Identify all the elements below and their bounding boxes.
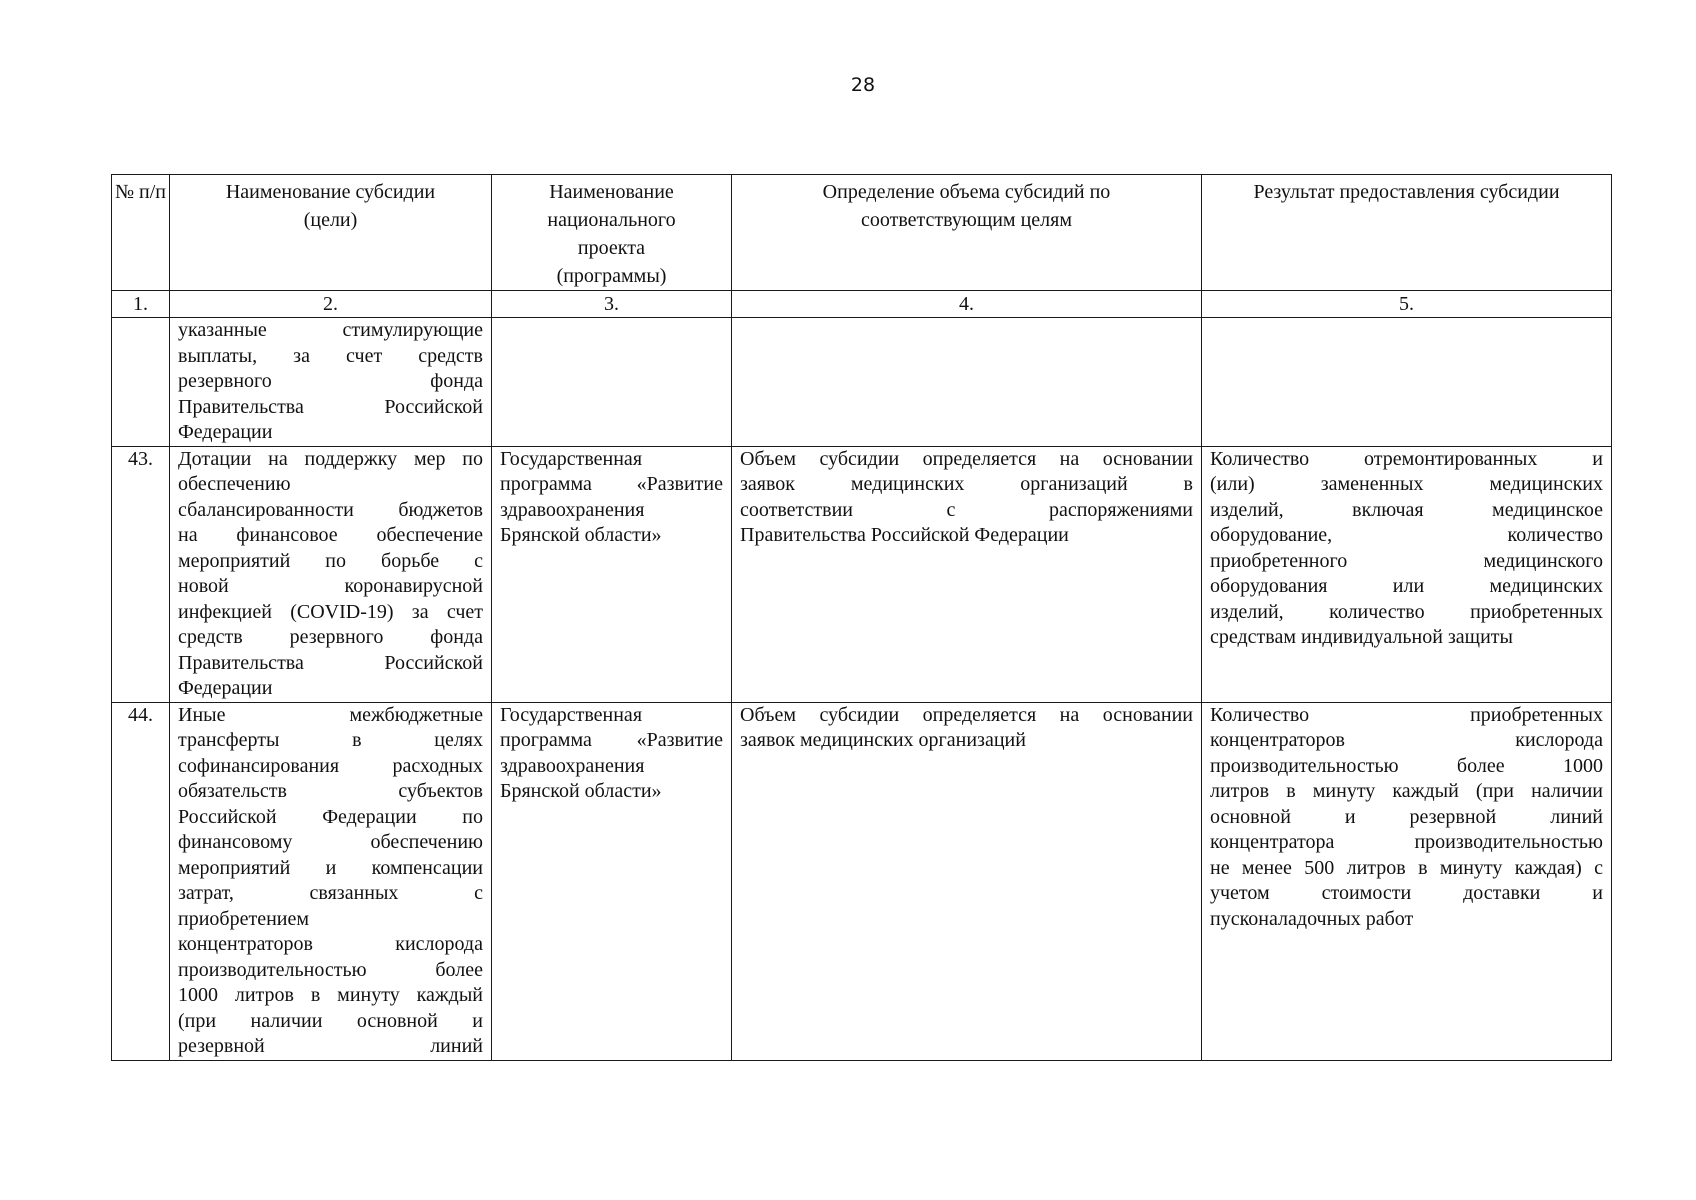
subsidy-name-cell <box>170 318 492 447</box>
text-line: изделий, включая медицинское <box>1210 498 1603 521</box>
result-cell <box>1202 702 1612 1060</box>
table-row <box>112 318 1612 447</box>
volume-cell <box>732 318 1202 447</box>
table-header-row <box>112 175 1612 291</box>
column-number: 4. <box>732 291 1202 318</box>
text-line: Брянской области» <box>500 780 662 802</box>
header-subsidy-name: Наименование субсидии (цели) <box>170 175 492 291</box>
text-line: (или) замененных медицинских <box>1210 473 1603 495</box>
text-line: производительностью более <box>178 958 483 981</box>
text-line: средств резервного фонда <box>178 626 483 648</box>
text-line: приобретением <box>178 907 310 930</box>
text-line: инфекцией (COVID-19) за счет <box>178 600 483 623</box>
program-cell <box>492 702 732 1060</box>
header-number: № п/п <box>112 175 170 291</box>
row-number: 44. <box>112 702 170 1060</box>
column-number-row <box>112 291 1612 318</box>
text-line: программа «Развитие <box>500 729 723 751</box>
text-line: Государственная <box>500 447 643 470</box>
text-line: заявок медицинских организаций в <box>740 473 1193 495</box>
text-line: Российской Федерации по <box>178 805 483 828</box>
text-line: заявок медицинских организаций <box>740 729 1026 751</box>
text-line: затрат, связанных с <box>178 882 483 904</box>
text-line: пусконаладочных работ <box>1210 907 1414 930</box>
text-line: Брянской области» <box>500 524 662 546</box>
subsidy-table <box>111 174 1612 1061</box>
text-line: Правительства Российской <box>178 395 483 418</box>
text-line: трансферты в целях <box>178 729 483 751</box>
text-line: (при наличии основной и <box>178 1009 483 1032</box>
row-number <box>112 318 170 447</box>
column-number: 1. <box>112 291 170 318</box>
text-line: Иные межбюджетные <box>178 703 483 726</box>
text-line: Правительства Российской <box>178 651 483 674</box>
text-line: на финансовое обеспечение <box>178 524 483 546</box>
text-line: концентраторов кислорода <box>1210 729 1603 751</box>
text-line: Объем субсидии определяется на основании <box>740 447 1193 470</box>
table-row <box>112 446 1612 702</box>
text-line: Государственная <box>500 703 643 726</box>
text-line: учетом стоимости доставки и <box>1210 882 1603 904</box>
text-line: здравоохранения <box>500 498 645 521</box>
volume-cell <box>732 702 1202 1060</box>
result-cell <box>1202 446 1612 702</box>
text-line: обеспечению <box>178 473 291 495</box>
text-line: указанные стимулирующие <box>178 319 483 341</box>
page-number: 28 <box>850 74 876 96</box>
text-line: сбалансированности бюджетов <box>178 498 483 521</box>
text-line: Количество приобретенных <box>1210 703 1603 726</box>
text-line: программа «Развитие <box>500 473 723 495</box>
subsidy-name-cell <box>170 702 492 1060</box>
column-number: 3. <box>492 291 732 318</box>
text-line: изделий, количество приобретенных <box>1210 600 1603 623</box>
text-line: оборудования или медицинских <box>1210 575 1603 597</box>
row-number: 43. <box>112 446 170 702</box>
table-row <box>112 702 1612 1060</box>
text-line: концентраторов кислорода <box>178 933 483 955</box>
text-line: литров в минуту каждый (при наличии <box>1210 780 1603 802</box>
text-line: Федерации <box>178 421 273 443</box>
header-volume-definition: Определение объема субсидий по соответствующим целям <box>732 175 1202 291</box>
text-line: Федерации <box>178 677 273 699</box>
text-line: Правительства Российской Федерации <box>740 524 1069 546</box>
text-line: резервного фонда <box>178 370 483 392</box>
text-line: новой коронавирусной <box>178 575 483 597</box>
text-line: здравоохранения <box>500 754 645 777</box>
text-line: средствам индивидуальной защиты <box>1210 626 1513 648</box>
text-line: мероприятий и компенсации <box>178 856 483 879</box>
text-line: производительностью более 1000 <box>1210 754 1603 777</box>
header-national-project: Наименование национального проекта (программы) <box>492 175 732 291</box>
result-cell <box>1202 318 1612 447</box>
text-line: мероприятий по борьбе с <box>178 549 483 572</box>
program-cell <box>492 446 732 702</box>
column-number: 2. <box>170 291 492 318</box>
text-line: не менее 500 литров в минуту каждая) с <box>1210 856 1603 879</box>
text-line: финансовому обеспечению <box>178 831 483 853</box>
text-line: основной и резервной линий <box>1210 805 1603 828</box>
text-line: концентратора производительностью <box>1210 831 1603 853</box>
text-line: Объем субсидии определяется на основании <box>740 703 1193 726</box>
header-result: Результат предоставления субсидии <box>1202 175 1612 291</box>
text-line: резервной линий <box>178 1035 483 1057</box>
volume-cell <box>732 446 1202 702</box>
text-line: выплаты, за счет средств <box>178 344 483 367</box>
text-line: обязательств субъектов <box>178 780 483 802</box>
column-number: 5. <box>1202 291 1612 318</box>
text-line: приобретенного медицинского <box>1210 549 1603 572</box>
text-line: Количество отремонтированных и <box>1210 447 1603 470</box>
text-line: Дотации на поддержку мер по <box>178 447 483 470</box>
text-line: соответствии с распоряжениями <box>740 498 1193 521</box>
text-line: оборудование, количество <box>1210 524 1603 546</box>
text-line: 1000 литров в минуту каждый <box>178 984 483 1006</box>
program-cell <box>492 318 732 447</box>
subsidy-name-cell <box>170 446 492 702</box>
text-line: софинансирования расходных <box>178 754 483 777</box>
